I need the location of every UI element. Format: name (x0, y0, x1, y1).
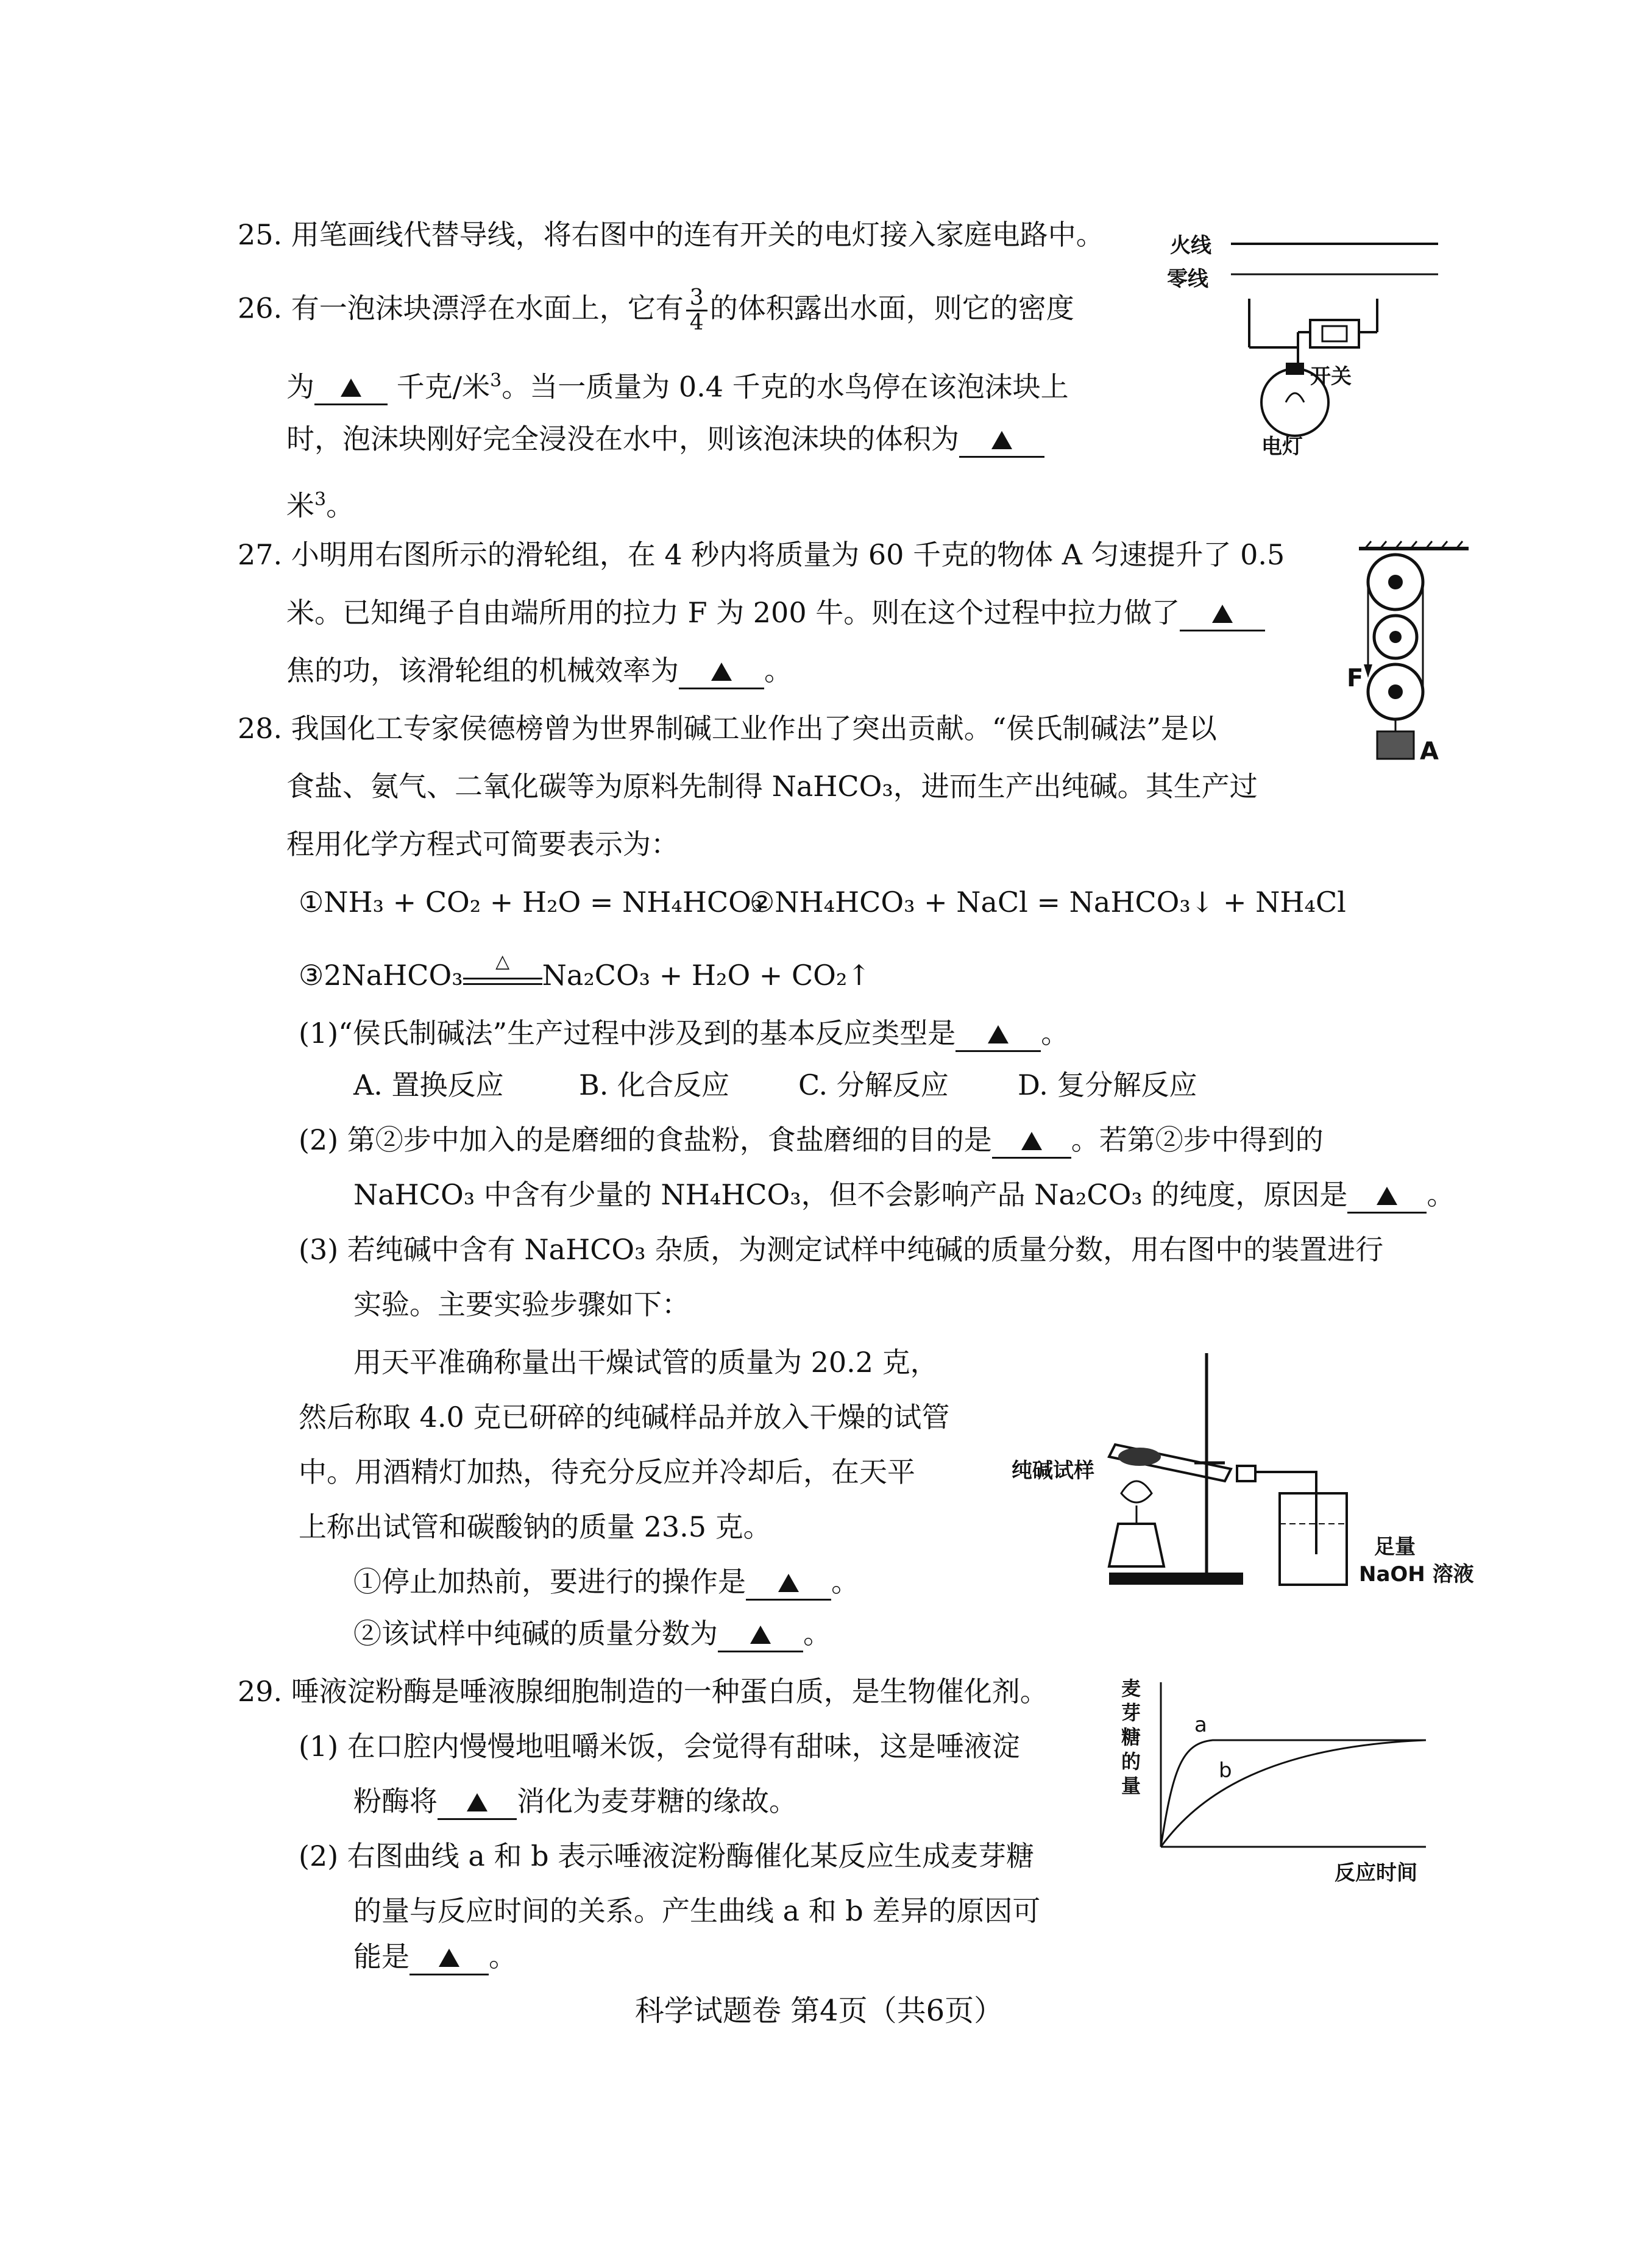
question-28-part-1: (1)“侯氏制碱法”生产过程中涉及到的基本反应类型是 。 (299, 1015, 1069, 1053)
answer-blank[interactable] (679, 651, 764, 689)
pulley-figure (1353, 536, 1475, 762)
curve-a-label: a (1194, 1713, 1207, 1737)
option-c: C. 分解反应 (798, 1068, 949, 1101)
option-d: D. 复分解反应 (1018, 1068, 1197, 1101)
answer-blank[interactable] (956, 1014, 1041, 1052)
question-25 (238, 216, 1104, 253)
question-29-part-2-line-3: 能是 。 (353, 1938, 517, 1977)
reaction-condition: △ (463, 962, 542, 985)
answer-blank[interactable] (438, 1782, 517, 1820)
page-footer: 科学试题卷 第4页（共6页） (634, 1994, 1004, 2028)
question-28-part-3-step-1: ①停止加热前，要进行的操作是 。 (353, 1563, 859, 1602)
lamp-label: 电灯 (1261, 435, 1303, 459)
question-28-part-3-line-2: 实验。主要实验步骤如下： (353, 1288, 690, 1321)
triangle-icon (341, 379, 361, 397)
question-29-line-1: 29. 唾液淀粉酶是唾液腺细胞制造的一种蛋白质，是生物催化剂。 (238, 1675, 1048, 1708)
answer-blank[interactable] (746, 1562, 831, 1601)
question-29-part-1-line-1: (1) 在口腔内慢慢地咀嚼米饭，会觉得有甜味，这是唾液淀 (299, 1730, 1020, 1763)
question-28-part-3-line-1: (3) 若纯碱中含有 NaHCO₃ 杂质，为测定试样中纯碱的质量分数，用右图中的装置进行 (299, 1233, 1384, 1266)
triangle-icon (711, 663, 732, 681)
triangle-icon (750, 1626, 771, 1644)
question-28-part-3-step-2: ②该试样中纯碱的质量分数为 。 (353, 1615, 831, 1654)
question-28-part-3-line-6: 上称出试管和碳酸钠的质量 23.5 克。 (299, 1510, 771, 1543)
question-26-line-2: 为 千克/米$^3$。当一质量为 0.4 千克的水鸟停在该泡沫块上 (286, 363, 1069, 407)
answer-blank[interactable] (314, 367, 388, 405)
question-28-line-2: 食盐、氨气、二氧化碳等为原料先制得 NaHCO₃，进而生产出纯碱。其生产过 (286, 770, 1258, 803)
question-27-line-1: 27. 小明用右图所示的滑轮组，在 4 秒内将质量为 60 千克的物体 A 匀速提升了 0.5 (238, 538, 1285, 571)
live-wire-label: 火线 (1170, 233, 1211, 258)
question-29-part-2-line-2: 的量与反应时间的关系。产生曲线 a 和 b 差异的原因可 (353, 1894, 1041, 1927)
question-29-part-2-line-1: (2) 右图曲线 a 和 b 表示唾液淀粉酶催化某反应生成麦芽糖 (299, 1840, 1035, 1872)
triangle-icon (991, 431, 1012, 449)
question-number: 25. (238, 218, 283, 251)
answer-blank[interactable] (1180, 593, 1265, 631)
chart-plot (1115, 1676, 1432, 1859)
curve-b-label: b (1219, 1758, 1232, 1783)
triangle-icon (467, 1793, 488, 1811)
options-row (353, 1067, 1197, 1103)
question-number: 26. (238, 291, 283, 325)
chart-x-label: 反应时间 (1335, 1861, 1417, 1885)
answer-blank[interactable] (992, 1120, 1071, 1159)
answer-blank[interactable] (718, 1614, 803, 1652)
question-29-part-1-line-2: 粉酶将 消化为麦芽糖的缘故。 (353, 1783, 797, 1821)
question-28-line-3: 程用化学方程式可简要表示为： (286, 828, 679, 861)
option-b: B. 化合反应 (579, 1068, 730, 1101)
question-26-line-3: 时，泡沫块刚好完全浸没在水中，则该泡沫块的体积为 (286, 421, 1044, 459)
pulley-drawing (1353, 536, 1475, 762)
solution-label: NaOH 溶液 (1359, 1562, 1474, 1587)
curve-a (1161, 1740, 1426, 1847)
equation-2: ②NH₄HCO₃ + NaCl = NaHCO₃↓ + NH₄Cl (750, 886, 1346, 919)
switch-label: 开关 (1310, 364, 1352, 389)
answer-blank[interactable] (410, 1937, 489, 1975)
question-28-part-2-line-1: (2) 第②步中加入的是磨细的食盐粉，食盐磨细的目的是 。若第②步中得到的 (299, 1122, 1324, 1160)
option-a: A. 置换反应 (353, 1068, 504, 1101)
question-28-part-3-line-5: 中。用酒精灯加热，待充分反应并冷却后，在天平 (299, 1456, 915, 1488)
fraction: $\frac{3}{4}$ (686, 286, 707, 335)
object-label: A (1420, 738, 1439, 766)
chart-y-label: 麦 芽 糖 的 量 (1121, 1677, 1141, 1797)
question-27-line-3: 焦的功，该滑轮组的机械效率为 。 (286, 652, 792, 691)
triangle-icon (988, 1025, 1009, 1043)
force-label: F (1347, 664, 1364, 692)
triangle-icon (1212, 605, 1233, 623)
maltose-chart (1115, 1676, 1432, 1883)
question-28-part-2-line-2: NaHCO₃ 中含有少量的 NH₄HCO₃，但不会影响产品 Na₂CO₃ 的纯度，原因是 。 (353, 1176, 1455, 1215)
question-text: 用笔画线代替导线，将右图中的连有开关的电灯接入家庭电路中。 (291, 218, 1104, 251)
equation-1: ①NH₃ + CO₂ + H₂O = NH₄HCO₃ (299, 886, 763, 919)
curve-b (1161, 1740, 1426, 1847)
circuit-drawing (1176, 226, 1444, 469)
triangle-icon (439, 1949, 459, 1967)
triangle-icon (1377, 1187, 1397, 1205)
question-number: 27. (238, 538, 283, 571)
question-28-part-3-line-3: 用天平准确称量出干燥试管的质量为 20.2 克， (353, 1346, 938, 1379)
question-number: 29. (238, 1675, 283, 1708)
question-26-line-4: 米$^3$。 (286, 489, 355, 522)
equation-3: ③2NaHCO₃ △ Na₂CO₃ + H₂O + CO₂↑ (299, 951, 871, 992)
question-28-part-3-line-4: 然后称取 4.0 克已研碎的纯碱样品并放入干燥的试管 (299, 1401, 950, 1434)
answer-blank[interactable] (1347, 1175, 1427, 1214)
excess-label: 足量 (1374, 1535, 1416, 1559)
sample-label: 纯碱试样 (1012, 1459, 1094, 1483)
triangle-icon (778, 1574, 799, 1592)
question-26-line-1: 26. 有一泡沫块漂浮在水面上，它有 $\frac{3}{4}$ 的体积露出水面，则它的密度 (238, 285, 1074, 335)
question-number: 28. (238, 712, 283, 745)
answer-blank[interactable] (959, 419, 1044, 458)
question-27-line-2: 米。已知绳子自由端所用的拉力 F 为 200 牛。则在这个过程中拉力做了 (286, 594, 1265, 633)
circuit-figure (1176, 226, 1444, 469)
triangle-icon (1021, 1132, 1042, 1150)
neutral-wire-label: 零线 (1167, 267, 1208, 291)
question-28-line-1: 28. 我国化工专家侯德榜曾为世界制碱工业作出了突出贡献。“侯氏制碱法”是以 (238, 712, 1217, 745)
